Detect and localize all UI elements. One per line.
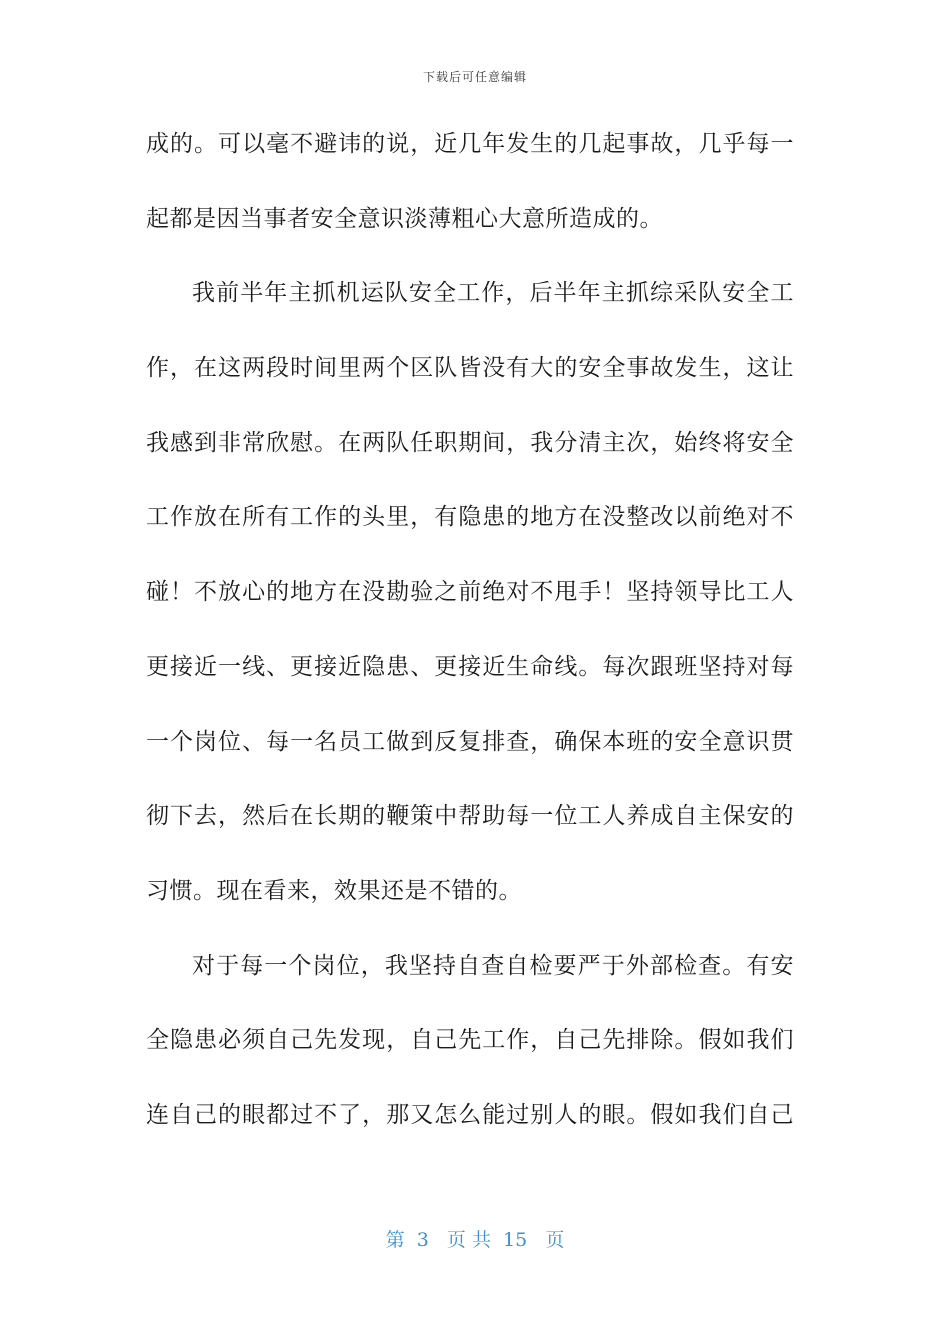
text-line: 全隐患必须自己先发现，自己先工作，自己先排除。假如我们	[146, 1027, 794, 1054]
text-line: 我前半年主抓机运队安全工作，后半年主抓综采队安全工	[192, 280, 794, 307]
text-line: 成的。可以毫不避讳的说，近几年发生的几起事故，几乎每一	[146, 131, 794, 157]
text-line: 对于每一个岗位，我坚持自查自检要严于外部检查。有安	[192, 952, 794, 979]
text-line: 碰！不放心的地方在没勘验之前绝对不甩手！坚持领导比工人	[146, 579, 794, 606]
text-line: 习惯。现在看来，效果还是不错的。	[146, 877, 522, 904]
page-footer: 第 3 页 共 15 页	[385, 1229, 565, 1251]
text-line: 作，在这两段时间里两个区队皆没有大的安全事故发生，这让	[146, 355, 794, 382]
text-line: 一个岗位、每一名员工做到反复排查，确保本班的安全意识贯	[146, 728, 794, 755]
document-body	[146, 124, 794, 1170]
text-line: 彻下去，然后在长期的鞭策中帮助每一位工人养成自主保安的	[146, 803, 794, 830]
header-note: 下载后可任意编辑	[422, 70, 527, 84]
text-line: 连自己的眼都过不了，那又怎么能过别人的眼。假如我们自己	[146, 1101, 794, 1128]
text-line: 我感到非常欣慰。在两队任职期间，我分清主次，始终将安全	[146, 429, 794, 456]
text-line: 工作放在所有工作的头里，有隐患的地方在没整改以前绝对不	[146, 504, 794, 531]
text-line: 更接近一线、更接近隐患、更接近生命线。每次跟班坚持对每	[146, 653, 794, 680]
text-line: 起都是因当事者安全意识淡薄粗心大意所造成的。	[146, 205, 663, 232]
